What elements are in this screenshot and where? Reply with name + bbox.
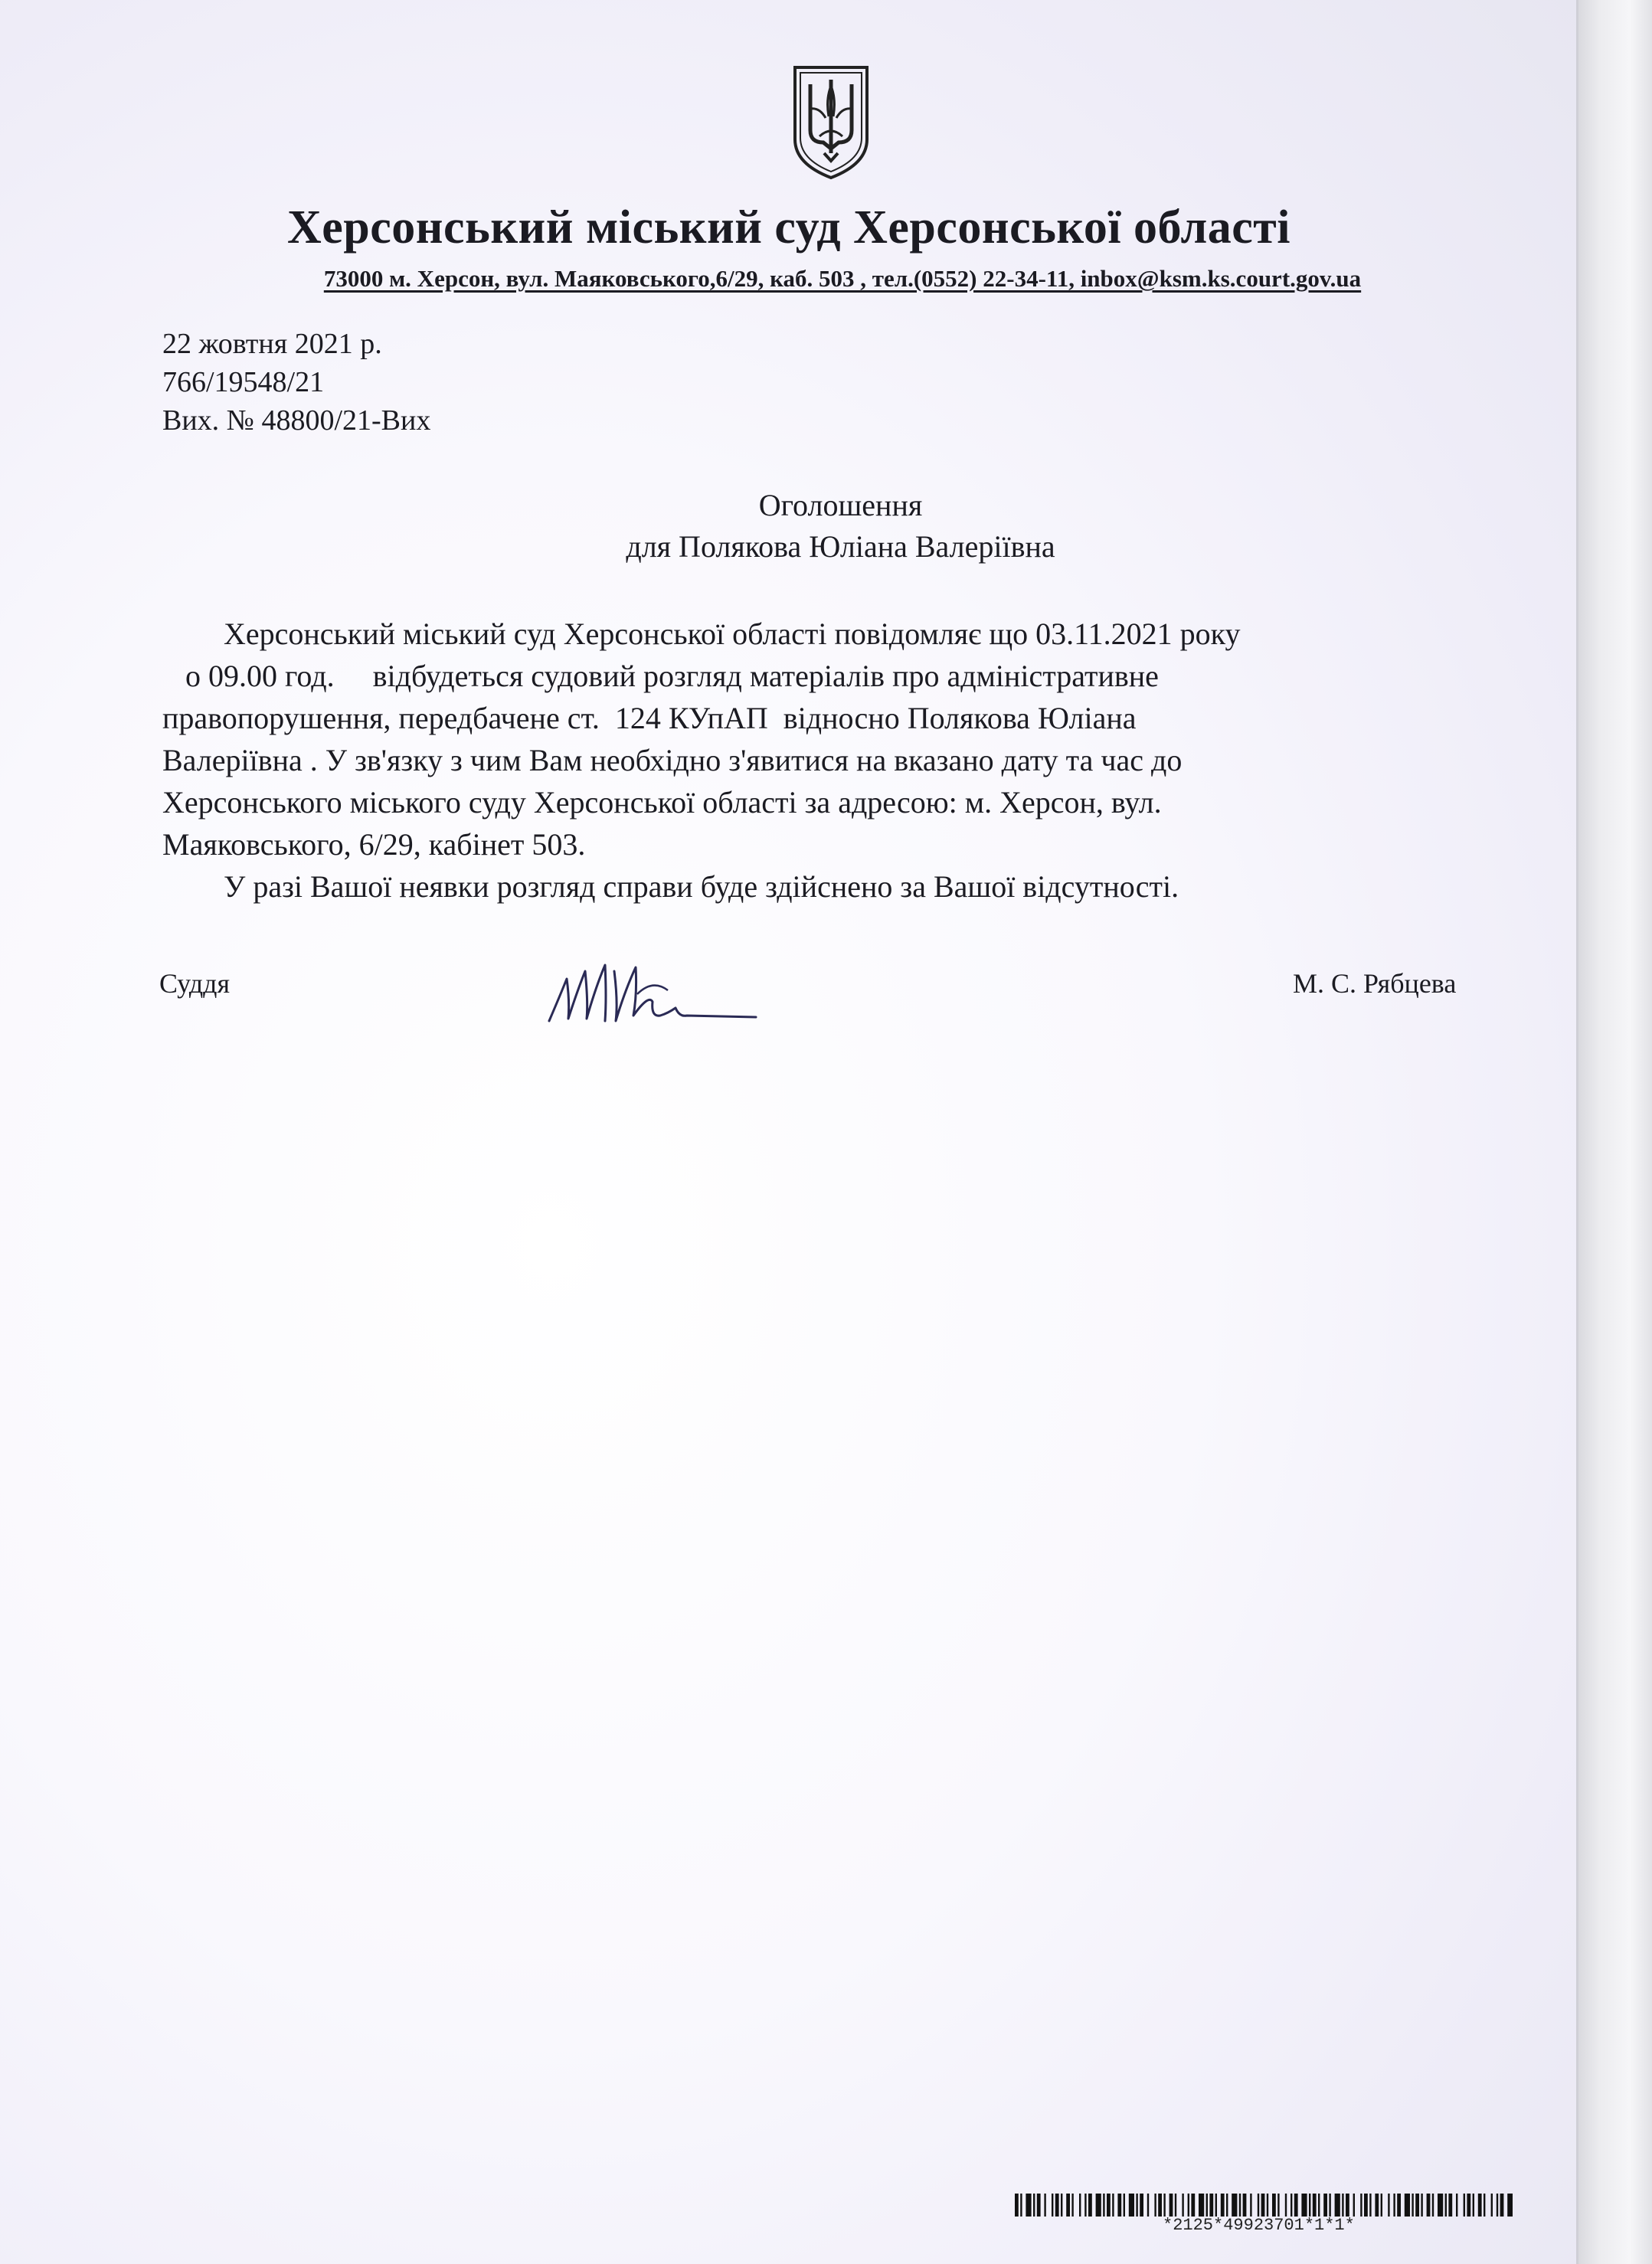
barcode-bar — [1140, 2194, 1143, 2217]
barcode-bar — [1360, 2194, 1362, 2217]
body-line: Маяковського, 6/29, кабінет 503. — [162, 827, 586, 862]
barcode-bar — [1309, 2194, 1310, 2217]
barcode-bar — [1491, 2194, 1493, 2217]
page-edge-line — [1576, 0, 1578, 2264]
barcode-bar — [1124, 2194, 1125, 2217]
barcode-bar — [1353, 2194, 1355, 2217]
notice-recipient: для Полякова Юліана Валеріївна — [626, 529, 1055, 564]
barcode-bar — [1364, 2194, 1368, 2217]
barcode-bar — [1393, 2194, 1395, 2217]
barcode-bar — [1026, 2194, 1031, 2217]
barcode-bar — [1226, 2194, 1228, 2217]
barcode-bar — [1084, 2194, 1086, 2217]
judge-role-label: Суддя — [159, 968, 231, 999]
barcode-bar — [1464, 2194, 1465, 2217]
case-number: 766/19548/21 — [162, 366, 325, 398]
barcode-bar — [1421, 2194, 1422, 2217]
barcode-bar — [1052, 2194, 1053, 2217]
barcode-bar — [1484, 2194, 1485, 2217]
body-line: о 09.00 год. відбудеться судовий розгляд матеріалів про адміністративне — [162, 659, 1159, 693]
judge-name: М. С. Рябцева — [1293, 968, 1457, 999]
barcode-bar — [1473, 2194, 1474, 2217]
notice-body — [162, 613, 1241, 908]
barcode-bar — [1412, 2194, 1413, 2217]
barcode-bar — [1313, 2194, 1317, 2217]
barcode-bar — [1301, 2194, 1307, 2217]
barcode-text: *2125*49923701*1*1* — [1163, 2216, 1355, 2235]
barcode-bar — [1285, 2194, 1287, 2217]
barcode-bar — [1221, 2194, 1225, 2217]
court-name-title: Херсонський міський суд Херсонської області — [287, 201, 1291, 254]
barcode-bar — [1020, 2194, 1022, 2217]
barcode-bar — [1191, 2194, 1195, 2217]
barcode-bar — [1136, 2194, 1137, 2217]
barcode-bar — [1158, 2194, 1162, 2217]
body-line: правопорушення, передбачене ст. 124 КУпАП відносно Полякова Юліана — [162, 701, 1137, 735]
barcode-bar — [1129, 2194, 1134, 2217]
barcode-bar — [1182, 2194, 1183, 2217]
barcode-bar — [1239, 2194, 1241, 2217]
body-line: Валеріївна . У зв'язку з чим Вам необхідно з'явитися на вказано дату та час до — [162, 743, 1183, 777]
barcode-bar — [1267, 2194, 1268, 2217]
document-barcode — [1015, 2194, 1513, 2217]
barcode-bar — [1415, 2194, 1419, 2217]
barcode-bar — [1188, 2194, 1189, 2217]
barcode-bar — [1432, 2194, 1434, 2217]
barcode-bar — [1206, 2194, 1208, 2217]
barcode-bar — [1291, 2194, 1292, 2217]
body-line: У разі Вашої неявки розгляд справи буде здійснено за Вашої відсутності. — [162, 869, 1179, 904]
barcode-bar — [1055, 2194, 1059, 2217]
notice-title: Оголошення — [758, 488, 923, 522]
trident-coat-of-arms-icon — [789, 63, 873, 182]
barcode-bar — [1243, 2194, 1247, 2217]
barcode-bar — [1405, 2194, 1410, 2217]
barcode-bar — [1258, 2194, 1259, 2217]
barcode-bar — [1079, 2194, 1081, 2217]
barcode-bar — [1497, 2194, 1498, 2217]
barcode-bar — [1112, 2194, 1114, 2217]
barcode-bar — [1088, 2194, 1092, 2217]
barcode-bar — [1445, 2194, 1447, 2217]
barcode-bar — [1456, 2194, 1457, 2217]
barcode-bar — [1427, 2194, 1431, 2217]
barcode-bar — [1448, 2194, 1452, 2217]
barcode-bar — [1199, 2194, 1204, 2217]
court-address-line: 73000 м. Херсон, вул. Маяковського,6/29, каб. 503 , тел.(0552) 22-34-11, inbox@ksm.ks.court.gov.ua — [323, 265, 1362, 292]
barcode-bar — [1388, 2194, 1389, 2217]
barcode-bar — [1381, 2194, 1382, 2217]
barcode-bar — [1467, 2194, 1470, 2217]
barcode-bar — [1175, 2194, 1176, 2217]
barcode-bar — [1163, 2194, 1165, 2217]
handwritten-signature — [545, 948, 760, 1032]
barcode-bar — [1061, 2194, 1062, 2217]
barcode-bar — [1033, 2194, 1035, 2217]
barcode-bar — [1335, 2194, 1340, 2217]
barcode-bar — [1015, 2194, 1019, 2217]
body-line: Херсонський міський суд Херсонської області повідомляє що 03.11.2021 року — [162, 617, 1241, 651]
document-meta — [162, 325, 430, 440]
barcode-bar — [1329, 2194, 1330, 2217]
document-date: 22 жовтня 2021 р. — [162, 328, 382, 360]
barcode-bar — [1215, 2194, 1217, 2217]
barcode-bar — [1507, 2194, 1513, 2217]
page-edge-shadow — [1578, 0, 1652, 2264]
barcode-bar — [1272, 2194, 1276, 2217]
barcode-bar — [1375, 2194, 1379, 2217]
barcode-bar — [1107, 2194, 1111, 2217]
barcode-bar — [1071, 2194, 1073, 2217]
barcode-bar — [1037, 2194, 1041, 2217]
barcode-bar — [1346, 2194, 1349, 2217]
barcode-bar — [1318, 2194, 1320, 2217]
barcode-bar — [1209, 2194, 1213, 2217]
barcode-bar — [1232, 2194, 1237, 2217]
barcode-bar — [1250, 2194, 1251, 2217]
outgoing-number: Вих. № 48800/21-Вих — [162, 404, 431, 437]
barcode-bar — [1066, 2194, 1070, 2217]
barcode-bar — [1323, 2194, 1327, 2217]
barcode-bar — [1169, 2194, 1173, 2217]
barcode-bar — [1369, 2194, 1371, 2217]
barcode-bar — [1438, 2194, 1443, 2217]
body-line: Херсонського міського суду Херсонської області за адресою: м. Херсон, вул. — [162, 785, 1162, 820]
barcode-bar — [1096, 2194, 1101, 2217]
barcode-bar — [1154, 2194, 1156, 2217]
barcode-bar — [1103, 2194, 1104, 2217]
barcode-bar — [1294, 2194, 1298, 2217]
barcode-bar — [1397, 2194, 1401, 2217]
barcode-bar — [1117, 2194, 1121, 2217]
barcode-bar — [1500, 2194, 1504, 2217]
barcode-bar — [1478, 2194, 1482, 2217]
barcode-bar — [1342, 2194, 1343, 2217]
barcode-bar — [1261, 2194, 1265, 2217]
barcode-bar — [1277, 2194, 1279, 2217]
barcode-bar — [1044, 2194, 1045, 2217]
barcode-bar — [1147, 2194, 1149, 2217]
